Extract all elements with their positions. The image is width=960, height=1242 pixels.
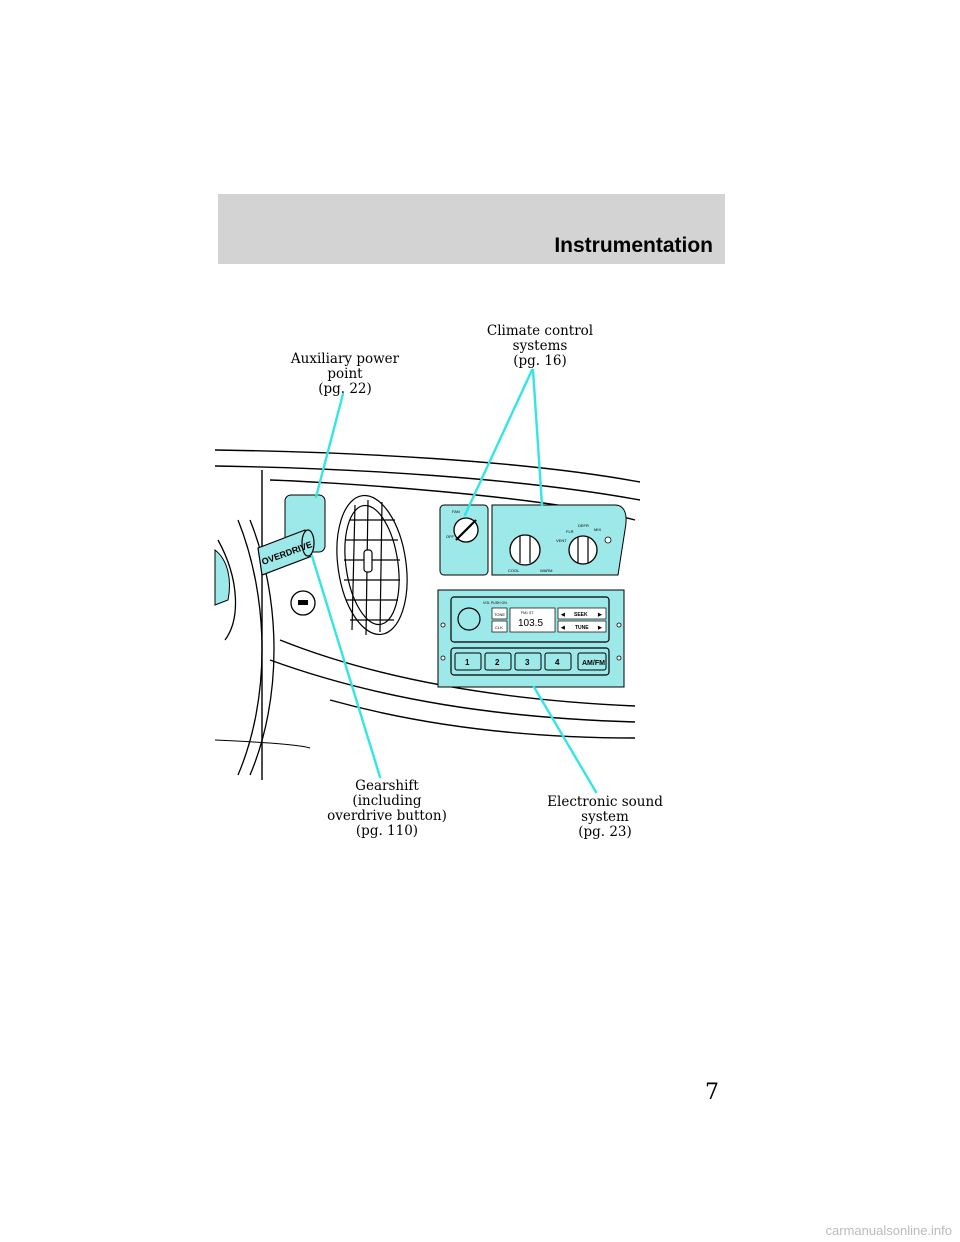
svg-text:▶: ▶ [598, 612, 602, 618]
fan-label: FAN [452, 509, 460, 514]
svg-text:◀: ◀ [561, 612, 565, 618]
svg-text:◀: ◀ [561, 625, 565, 631]
tone-label: TONE [494, 612, 506, 617]
callout-gearshift: Gearshift (including overdrive button) (pg. 110) [327, 778, 447, 839]
mode-defr-label: DEFR [578, 523, 589, 528]
amfm-label: AM/FM [582, 660, 605, 667]
radio-preset-label: 3 [525, 658, 530, 667]
tune-label: TUNE [575, 625, 589, 631]
mode-mix-label: MIX [594, 527, 602, 532]
temp-warm-label: WARM [540, 568, 553, 573]
callout-auxiliary-power: Auxiliary power point (pg. 22) [290, 351, 400, 397]
callout-climate-control: Climate control systems (pg. 16) [486, 323, 594, 369]
vol-label: VOL PUSH ON [483, 601, 507, 605]
radio-preset-label: 4 [555, 658, 560, 667]
footer-watermark: carmanualsonline.info [825, 1223, 952, 1238]
radio-preset-label: 1 [465, 658, 470, 667]
mode-vent-label: VENT [556, 538, 567, 543]
svg-text:▶: ▶ [598, 625, 602, 631]
page-number: 7 [705, 1080, 719, 1105]
section-title: Instrumentation [554, 234, 713, 257]
seek-label: SEEK [574, 612, 588, 618]
temp-cool-label: COOL [508, 568, 520, 573]
fan-off-label: OFF [446, 534, 454, 539]
callout-sound-system: Electronic sound system (pg. 23) [547, 794, 663, 840]
mode-flr-label: FLR [566, 529, 574, 534]
radio-preset-label: 2 [495, 658, 500, 667]
radio-frequency-readout: 103.5 [518, 618, 544, 629]
clk-label: CLK [495, 625, 503, 630]
radio-band-readout: FM1 ST [521, 611, 534, 615]
overdrive-label: OVERDRIVE [260, 539, 314, 567]
